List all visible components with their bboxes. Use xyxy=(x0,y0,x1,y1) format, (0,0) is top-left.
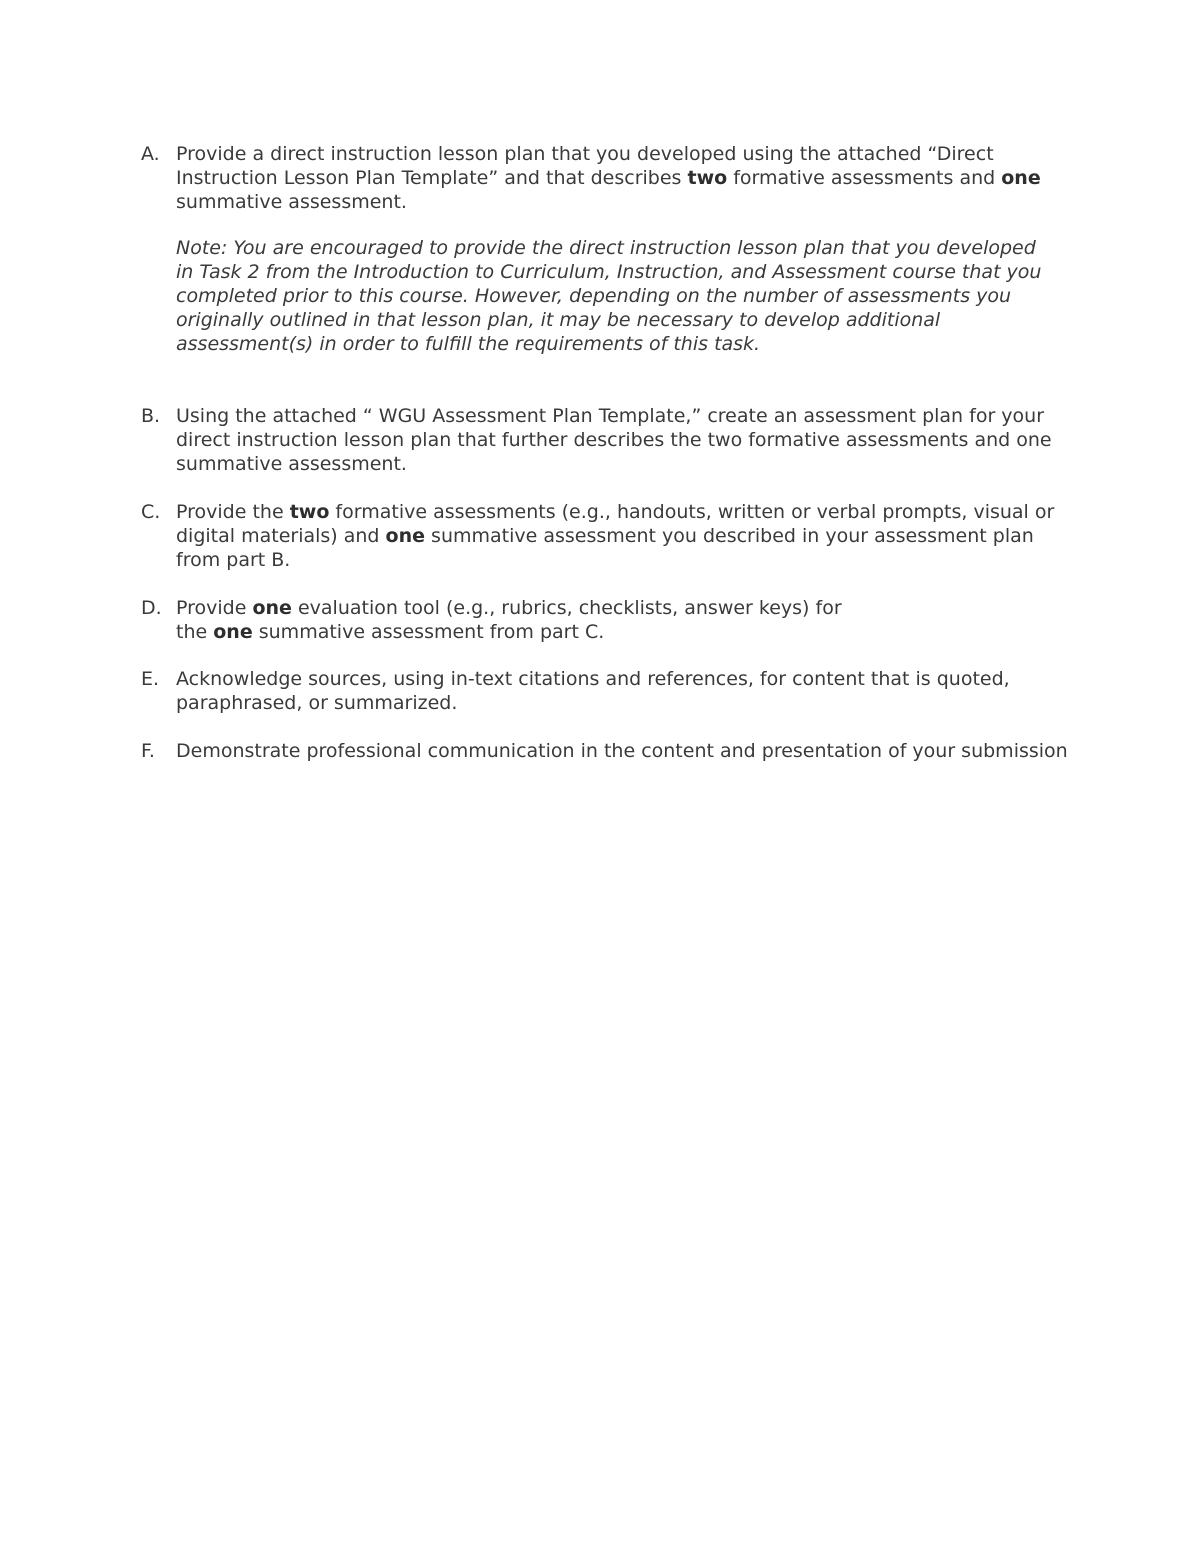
list-item-a xyxy=(141,142,1071,214)
emphasis-one: one xyxy=(213,621,253,643)
list-marker-b: B. xyxy=(141,405,161,427)
list-item-c-text: Provide the two formative assessments (e.g., handouts, written or verbal prompts, visual or digital materials) and one summative assessment you described in your assessment plan from part B. xyxy=(176,501,1055,571)
list-item-e xyxy=(141,667,1071,715)
list-marker-a: A. xyxy=(141,143,160,165)
list-item-f-text: Demonstrate professional communication in the content and presentation of your submission xyxy=(176,740,1068,762)
list-item-e-text: Acknowledge sources, using in-text citations and references, for content that is quoted, paraphrased, or summarized. xyxy=(176,668,1010,714)
list-marker-d: D. xyxy=(141,597,162,619)
emphasis-one: one xyxy=(1001,167,1041,189)
list-marker-f: F. xyxy=(141,740,155,762)
list-marker-c: C. xyxy=(141,501,161,523)
emphasis-two: two xyxy=(289,501,330,523)
list-marker-e: E. xyxy=(141,668,160,690)
list-item-f xyxy=(141,739,1071,763)
emphasis-one: one xyxy=(252,597,292,619)
emphasis-one: one xyxy=(385,525,425,547)
emphasis-two: two xyxy=(687,167,728,189)
list-item-b-text: Using the attached “ WGU Assessment Plan Template,” create an assessment plan for your direct instruction lesson plan that further describes the two formative assessments and one summative assessment. xyxy=(176,405,1052,475)
list-item-b xyxy=(141,404,1071,476)
list-item-d xyxy=(141,596,1071,644)
list-item-c xyxy=(141,500,1071,572)
list-item-a-text: Provide a direct instruction lesson plan that you developed using the attached “Direct Instruction Lesson Plan Template” and that describes two formative assessments and one summative assessment. xyxy=(176,143,1041,213)
note-paragraph: Note: You are encouraged to provide the direct instruction lesson plan that you developed in Task 2 from the Introduction to Curriculum, Instruction, and Assessment course that you completed prior to this course. However, depending on the number of assessments you originally outlined in that lesson plan, it may be necessary to develop additional assessment(s) in order to fulfill the requirements of this task. xyxy=(176,237,1042,355)
list-item-d-text: Provide one evaluation tool (e.g., rubrics, checklists, answer keys) for the one summative assessment from part C. xyxy=(176,597,842,643)
